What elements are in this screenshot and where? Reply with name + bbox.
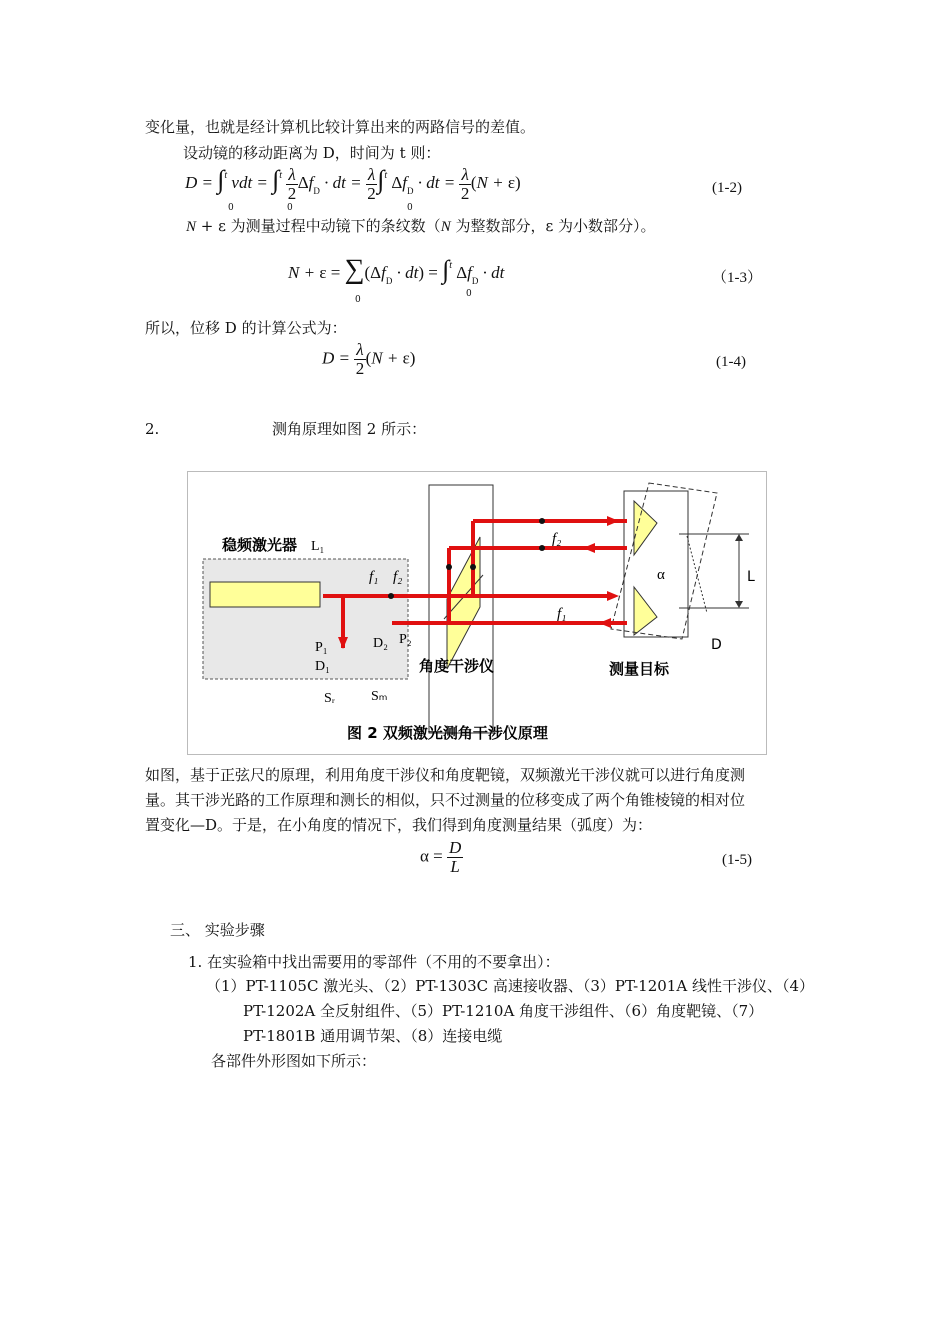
equation-number: (1-4): [716, 354, 746, 370]
Sr-label: Sᵣ: [324, 691, 335, 706]
equation-1-5: α = $\frac{D}{L}$: [420, 838, 462, 876]
P2-label: P₂: [399, 632, 412, 647]
text-span: 为测量过程中动镜下的条纹数（: [230, 217, 441, 235]
f2-label: f₂: [393, 569, 403, 585]
text-line: （1）PT-1105C 激光头、（2）PT-1303C 高速接收器、（3）PT-1201A 线性干涉仪、（4）: [206, 977, 814, 995]
text-line: PT-1202A 全反射组件、（5）PT-1210A 角度干涉组件、（6）角度靶镜、（7）: [243, 1002, 764, 1020]
laser-label: 稳频激光器: [222, 536, 298, 554]
text-line: 变化量，也就是经计算机比较计算出来的两路信号的差值。: [145, 118, 536, 136]
text-line: 设动镜的移动距离为 D，时间为 t 则：: [183, 144, 441, 162]
equation-number: (1-2): [712, 180, 742, 196]
text-line: 置变化—D。于是，在小角度的情况下，我们得到角度测量结果（弧度）为：: [145, 816, 653, 834]
figure-caption: 图 2 双频激光测角干涉仪原理: [347, 724, 548, 742]
equation-1-2: D = ∫$^t$ vdt = ∫$^t$ $\frac{\lambda}{2}$ $\Delta f_D$ · dt = $\frac{\lambda}{2}$ ∫$^t$ $\Delta f_D$ · dt = $\frac{\lambda}{2}$ (N + ε): [185, 164, 521, 203]
D1-label: D₁: [315, 659, 330, 674]
text-span: 为小数部分）。: [558, 217, 656, 235]
D2-label: D₂: [373, 636, 388, 651]
equation-number: （1-3）: [712, 270, 762, 286]
section-number: 2.: [145, 420, 160, 438]
target-label: 测量目标: [609, 660, 670, 678]
P1-label: P₁: [315, 640, 328, 655]
equation-number: (1-5): [722, 852, 752, 868]
text-line: PT-1801B 通用调节架、（8）连接电缆: [243, 1027, 503, 1045]
text-line: 量。其干涉光路的工作原理和测长的相似，只不过测量的位移变成了两个角锥棱镜的相对位: [145, 791, 746, 809]
equation-1-4: D = $\frac{\lambda}{2}$ (N + ε): [322, 340, 416, 378]
text-line: 测角原理如图 2 所示：: [272, 420, 427, 438]
laser-sub: L₁: [311, 539, 325, 554]
text-line: 各部件外形图如下所示：: [211, 1052, 377, 1070]
interferometer-label: 角度干涉仪: [419, 657, 495, 675]
L-label: L: [747, 569, 755, 585]
D-label: D: [711, 637, 722, 653]
alpha-label: α: [657, 567, 665, 583]
text-line: 所以，位移 D 的计算公式为：: [145, 319, 347, 337]
equation-1-3: $N + \varepsilon = \sum(\Delta f_D \cdot dt) = \int^t$ $\Delta f_D$ · dt: [288, 254, 505, 286]
diagram-figure: [187, 471, 767, 755]
Sm-label: Sₘ: [371, 689, 388, 704]
section-heading: 三、 实验步骤: [170, 921, 265, 939]
f1-label: f₁: [369, 569, 379, 585]
text-line: N + ε 为测量过程中动镜下的条纹数（N 为整数部分，ε 为小数部分）。: [186, 217, 656, 235]
text-span: 为整数部分，: [455, 217, 546, 235]
f1-label-right: f₁: [557, 606, 567, 622]
text-line: 如图，基于正弦尺的原理，利用角度干涉仪和角度靶镜，双频激光干涉仪就可以进行角度测: [145, 766, 746, 784]
text-line: 1. 在实验箱中找出需要用的零部件（不用的不要拿出）：: [188, 953, 560, 971]
f2-label-top: f₂: [552, 531, 562, 547]
